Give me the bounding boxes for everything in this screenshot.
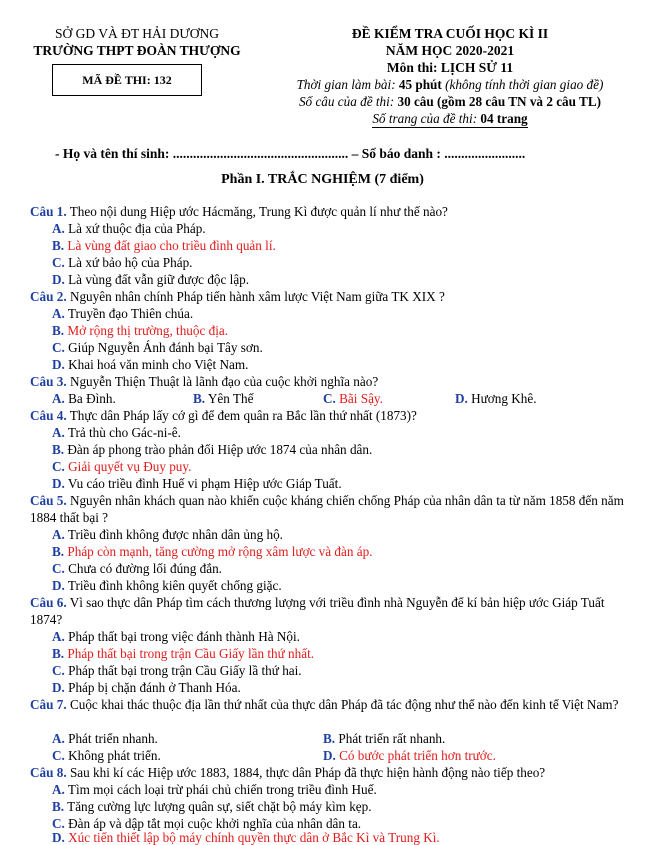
q8-option-a: A. Tìm mọi cách loại trừ phái chủ chiến trong triều đình Huế. xyxy=(52,782,377,797)
school-name: TRƯỜNG THPT ĐOÀN THƯỢNG xyxy=(33,43,241,58)
q6-option-a: A. Pháp thất bại trong việc đánh thành Hà Nội. xyxy=(52,629,300,644)
q3-option-b: B. Yên Thế xyxy=(193,391,254,406)
q5-option-a: A. Triều đình không được nhân dân ủng hộ. xyxy=(52,527,283,542)
candidate-info-line: - Họ và tên thí sinh: .................................................... – Số báo danh : ........................ xyxy=(55,146,526,161)
q7-option-c: C. Không phát triển. xyxy=(52,748,161,763)
subject: Môn thi: LỊCH SỬ 11 xyxy=(386,60,514,75)
q3-option-c: C. Bãi Sậy. xyxy=(323,391,383,406)
q2-option-d: D. Khai hoá văn minh cho Việt Nam. xyxy=(52,357,249,372)
q7-option-d: D. Có bước phát triển hơn trước. xyxy=(323,748,496,763)
q2-option-c: C. Giúp Nguyễn Ánh đánh bại Tây sơn. xyxy=(52,340,263,355)
q1-option-d: D. Là vùng đất vẫn giữ được độc lập. xyxy=(52,272,250,287)
q8-option-d: D. Xúc tiến thiết lập bộ máy chính quyền thực dân ở Bắc Kì và Trung Kì. xyxy=(52,830,440,845)
department-name: SỞ GD VÀ ĐT HẢI DƯƠNG xyxy=(54,26,220,41)
q4-option-a: A. Trả thù cho Gác-ni-ê. xyxy=(52,425,181,440)
q6-option-b: B. Pháp thất bại trong trận Cầu Giấy lần thứ nhất. xyxy=(52,646,315,661)
question-3: Câu 3. Nguyễn Thiện Thuật là lãnh đạo của cuộc khởi nghĩa nào? xyxy=(30,374,379,389)
question-2: Câu 2. Nguyên nhân chính Pháp tiến hành xâm lược Việt Nam giữa TK XIX ? xyxy=(30,289,445,304)
q3-option-d: D. Hương Khê. xyxy=(455,391,537,406)
q5-option-b: B. Pháp còn mạnh, tăng cường mở rộng xâm lược và đàn áp. xyxy=(52,544,373,559)
q6-option-c: C. Pháp thất bại trong trận Cầu Giấy lầ thứ hai. xyxy=(52,663,302,678)
q8-option-b: B. Tăng cường lực lượng quân sự, siết chặt bộ máy kìm kẹp. xyxy=(52,799,372,814)
q1-option-c: C. Là xứ bảo hộ của Pháp. xyxy=(52,255,193,270)
q1-option-a: A. Là xứ thuộc địa của Pháp. xyxy=(52,221,206,236)
question-6: Câu 6. Vì sao thực dân Pháp tìm cách thương lượng với triều đình nhà Nguyễn để kí bản hiệp ước Giáp Tuất 1874? xyxy=(30,595,605,628)
question-count-line: Số câu của đề thi: 30 câu (gồm 28 câu TN và 2 câu TL) xyxy=(298,94,602,109)
question-1: Câu 1. Theo nội dung Hiệp ước Hácmăng, Trung Kì được quản lí như thế nào? xyxy=(30,204,448,219)
q2-option-a: A. Truyền đạo Thiên chúa. xyxy=(52,306,194,321)
q1-option-b: B. Là vùng đất giao cho triều đình quản lí. xyxy=(52,238,276,253)
q7-option-a: A. Phát triển nhanh. xyxy=(52,731,158,746)
exam-code-box: MÃ ĐỀ THI: 132 xyxy=(52,64,202,96)
q8-option-c: C. Đàn áp và dập tắt mọi cuộc khởi nghĩa của nhân dân ta. xyxy=(52,816,362,831)
exam-title: ĐỀ KIỂM TRA CUỐI HỌC KÌ II xyxy=(351,26,549,41)
school-header xyxy=(22,25,252,59)
q6-option-d: D. Pháp bị chặn đánh ở Thanh Hóa. xyxy=(52,680,241,695)
question-5: Câu 5. Nguyên nhân khách quan nào khiến cuộc kháng chiến chống Pháp của nhân dân ta từ năm 1858 đến năm 1884 thất bại ? xyxy=(30,493,624,526)
q5-option-c: C. Chưa có đường lối đúng đắn. xyxy=(52,561,222,576)
question-4: Câu 4. Thực dân Pháp lấy cớ gì để đem quân ra Bắc lần thứ nhất (1873)? xyxy=(30,408,417,423)
page-count-line: Số trang của đề thi: 04 trang xyxy=(372,111,528,126)
question-8: Câu 8. Sau khi kí các Hiệp ước 1883, 1884, thực dân Pháp đã thực hiện hành động nào tiếp theo? xyxy=(30,765,546,780)
q4-option-d: D. Vu cáo triều đình Huế vi phạm Hiệp ước Giáp Tuất. xyxy=(52,476,342,491)
school-year: NĂM HỌC 2020-2021 xyxy=(385,43,515,58)
q2-option-b: B. Mở rộng thị trường, thuộc địa. xyxy=(52,323,229,338)
q4-option-b: B. Đàn áp phong trào phản đối Hiệp ước 1874 của nhân dân. xyxy=(52,442,373,457)
q3-option-a: A. Ba Đình. xyxy=(52,391,116,406)
q7-option-b: B. Phát triển rất nhanh. xyxy=(323,731,446,746)
time-line: Thời gian làm bài: 45 phút (không tính thời gian giao đề) xyxy=(296,77,604,92)
exam-header xyxy=(262,25,638,128)
part-title: Phần I. TRẮC NGHIỆM (7 điểm) xyxy=(221,172,424,187)
q4-option-c: C. Giải quyết vụ Đuy puy. xyxy=(52,459,192,474)
q5-option-d: D. Triều đình không kiên quyết chống giặc. xyxy=(52,578,282,593)
question-7: Câu 7. Cuộc khai thác thuộc địa lần thứ nhất của thực dân Pháp đã tác động như thế nào đến kinh tế Việt Nam? xyxy=(30,697,619,712)
